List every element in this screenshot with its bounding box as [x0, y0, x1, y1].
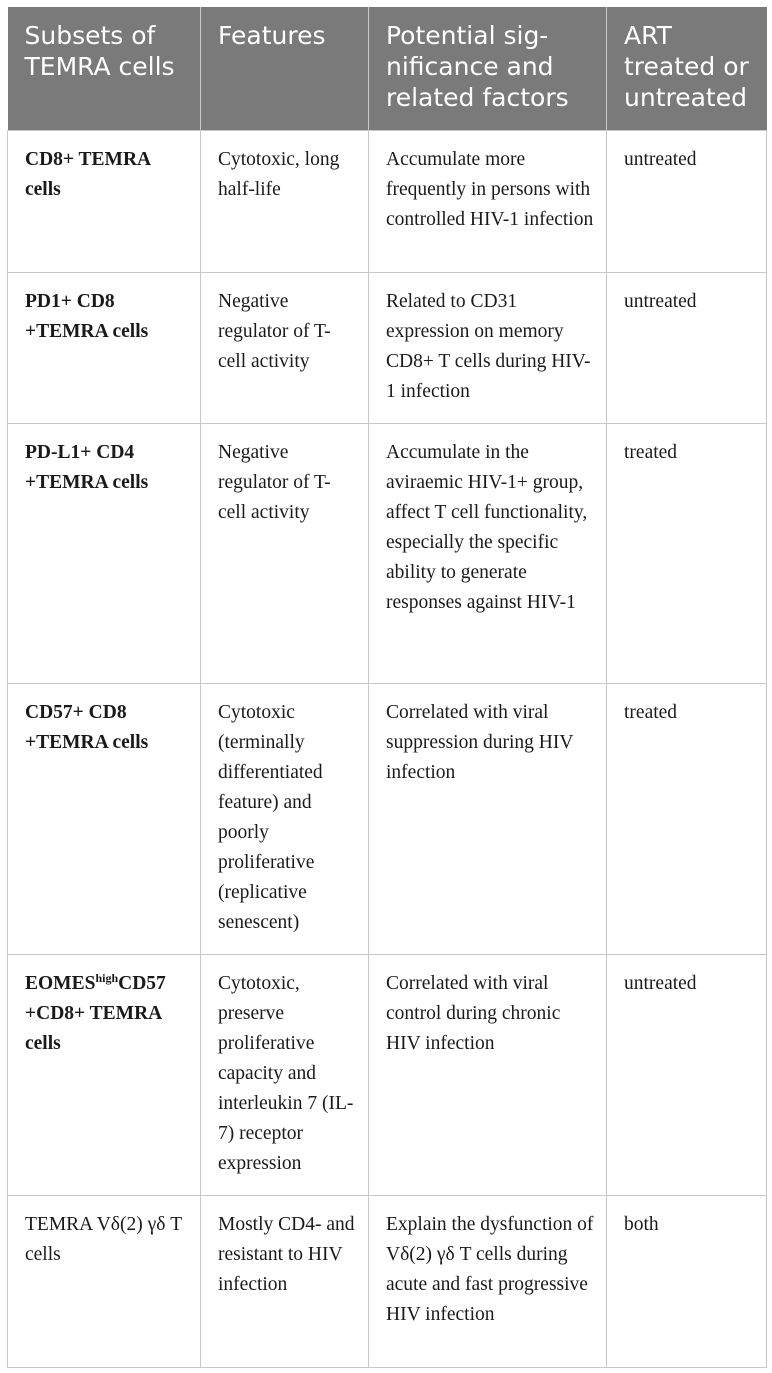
art-status-cell: treated — [607, 423, 767, 683]
subset-cell: TEMRA Vδ(2) γδ T cells — [8, 1195, 201, 1367]
significance-cell: Correlated with viral control during chronic HIV infection — [369, 954, 607, 1195]
features-cell: Mostly CD4- and resistant to HIV infection — [201, 1195, 369, 1367]
significance-cell: Accumulate more frequently in persons with controlled HIV-1 infection — [369, 130, 607, 272]
table-row — [8, 423, 767, 683]
temra-subsets-table — [7, 7, 767, 1368]
art-status-cell: untreated — [607, 130, 767, 272]
art-status-cell: treated — [607, 683, 767, 954]
header-significance: Potential sig-nificance and related factors — [369, 7, 607, 130]
subset-cell — [8, 954, 201, 1195]
features-cell: Negative regulator of T-cell activity — [201, 423, 369, 683]
art-status-cell: untreated — [607, 272, 767, 423]
table-row — [8, 683, 767, 954]
table-row — [8, 272, 767, 423]
subset-cell: PD-L1+ CD4 +TEMRA cells — [8, 423, 201, 683]
table-row — [8, 954, 767, 1195]
significance-cell: Related to CD31 expression on memory CD8+ T cells during HIV-1 infection — [369, 272, 607, 423]
header-row — [8, 7, 767, 130]
features-cell: Cytotoxic, long half-life — [201, 130, 369, 272]
subset-cell: PD1+ CD8 +TEMRA cells — [8, 272, 201, 423]
features-cell: Cytotoxic (terminally differentiated feature) and poorly proliferative (replicative senescent) — [201, 683, 369, 954]
subset-prefix: EOMES — [25, 972, 96, 994]
art-status-cell: both — [607, 1195, 767, 1367]
significance-cell: Correlated with viral suppression during HIV infection — [369, 683, 607, 954]
table-row — [8, 130, 767, 272]
subset-superscript: high — [95, 970, 119, 985]
table-row — [8, 1195, 767, 1367]
features-cell: Cytotoxic, preserve proliferative capacity and interleukin 7 (IL-7) receptor expression — [201, 954, 369, 1195]
subset-suffix: CD57 +CD8+ TEMRA cells — [25, 972, 166, 1054]
header-subsets: Subsets of TEMRA cells — [8, 7, 201, 130]
header-features: Features — [201, 7, 369, 130]
subset-cell: CD57+ CD8 +TEMRA cells — [8, 683, 201, 954]
significance-cell: Accumulate in the aviraemic HIV-1+ group, affect T cell functionality, especially the specific ability to generate responses against HIV-1 — [369, 423, 607, 683]
subset-cell: CD8+ TEMRA cells — [8, 130, 201, 272]
header-art-status: ART treated or untreated — [607, 7, 767, 130]
significance-cell: Explain the dysfunction of Vδ(2) γδ T cells during acute and fast progressive HIV infection — [369, 1195, 607, 1367]
features-cell: Negative regulator of T-cell activity — [201, 272, 369, 423]
art-status-cell: untreated — [607, 954, 767, 1195]
